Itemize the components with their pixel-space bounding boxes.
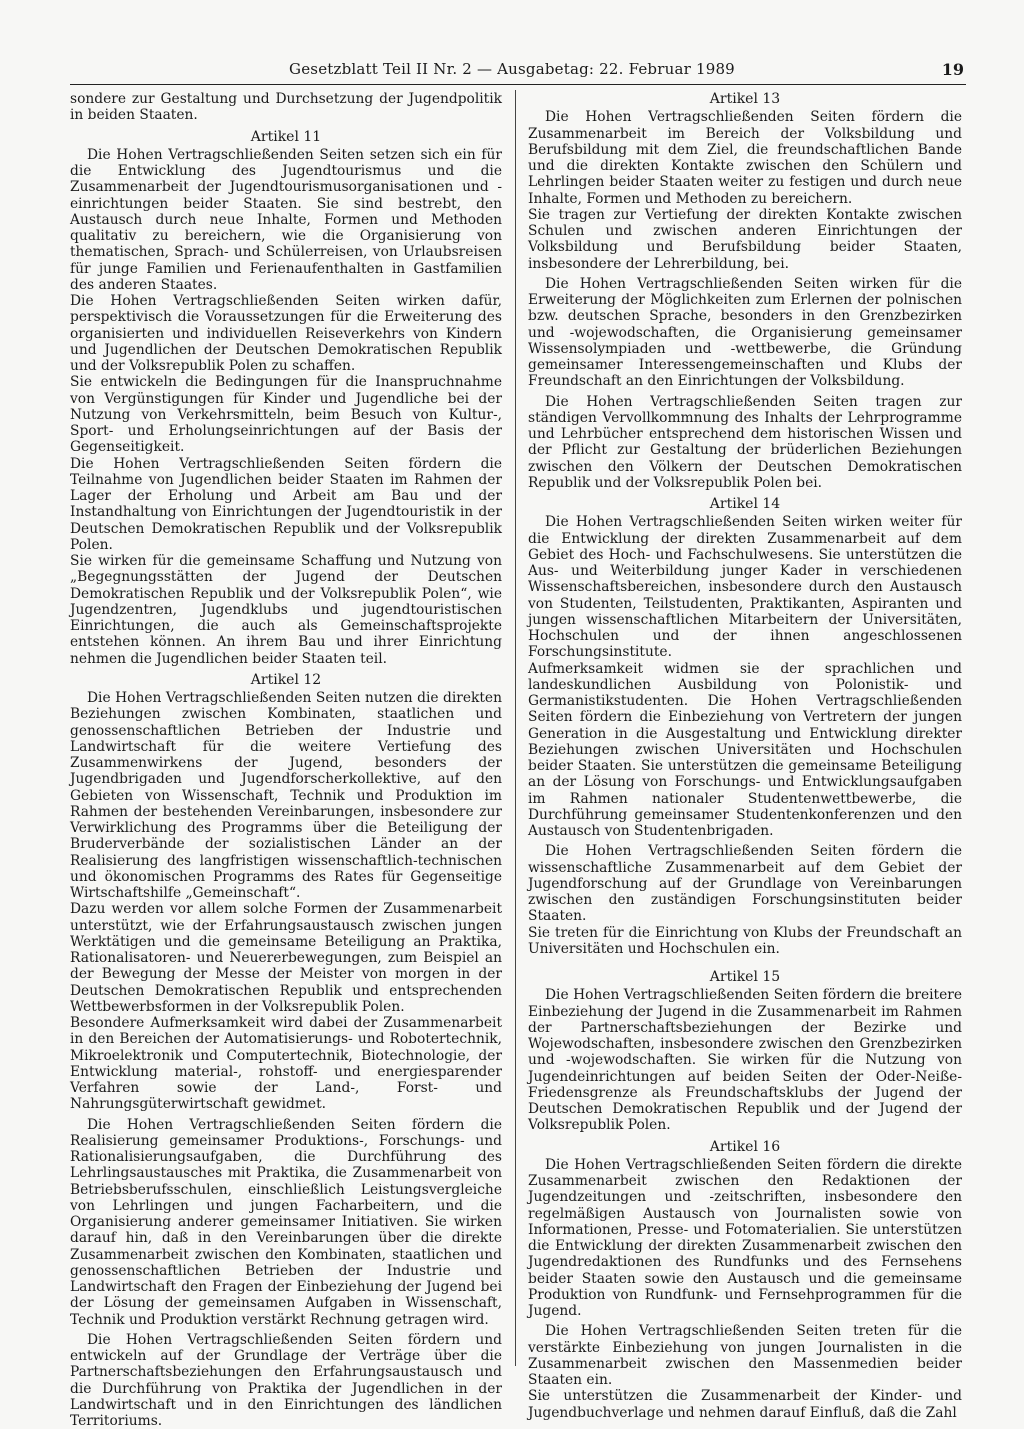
article-14-paragraph: Die Hohen Vertragschließenden Seiten fördern die wissenschaftliche Zusammenarbeit auf dem Gebiet der Jugendforschung auf der Grundlage von Vereinbarungen zwischen den zuständigen Forschungsinstituten beider Staaten.: [528, 843, 962, 925]
article-13-paragraph: Sie tragen zur Vertiefung der direkten Kontakte zwischen Schulen und zwischen anderen Einrichtungen der Volksbildung und Berufsbildung beider Staaten, insbesondere der Lehrerbildung, bei.: [528, 206, 962, 272]
article-14-heading: Artikel 14: [709, 496, 781, 512]
article-12-paragraph: Die Hohen Vertragschließenden Seiten fördern die Realisierung gemeinsamer Produktions-, Forschungs- und Rationalisierungsaufgaben, die Durchführung des Lehrlingsaustausches mit Praktika, die Zusammenarbeit von Betriebsberufsschulen, einschließlich Leistungsvergleiche von Lehrlingen und jungen Facharbeitern, und die Organisierung anderer gemeinsamer Initiativen. Sie wirken darauf hin, daß in den Vereinbarungen über die direkte Zusammenarbeit zwischen den Kombinaten, staatlichen und genossenschaftlichen Betrieben der Industrie und Landwirtschaft den Fragen der Einbeziehung der Jugend bei der Lösung der gemeinsamen Aufgaben in Wissenschaft, Technik und Produktion verstärkt Rechnung getragen wird.: [70, 1116, 502, 1328]
article-15-paragraph: Die Hohen Vertragschließenden Seiten fördern die breitere Einbeziehung der Jugend in die Zusammenarbeit im Rahmen der Partnerschaftsbeziehungen der Bezirke und Wojewodschaften, insbesondere zwischen den Grenzbezirken und -wojewodschaften. Sie wirken für die Nutzung von Jugendeinrichtungen auf beiden Seiten der Oder-Neiße-Friedensgrenze als Freundschaftsklubs der Jugend der Deutschen Demokratischen Republik und der Jugend der Volksrepublik Polen.: [528, 987, 962, 1134]
article-16-paragraph: Sie unterstützen die Zusammenarbeit der Kinder- und Jugendbuchverlage und nehmen darauf Einfluß, daß die Zahl: [528, 1388, 962, 1421]
right-column: [528, 91, 962, 1421]
header-rule: [70, 84, 966, 85]
article-16-paragraph: Die Hohen Vertragschließenden Seiten treten für die verstärkte Einbeziehung von jungen Journalisten in die Zusammenarbeit zwischen den Massenmedien beider Staaten ein.: [528, 1323, 962, 1388]
page-number: 19: [941, 60, 964, 79]
article-15-heading: Artikel 15: [709, 969, 781, 985]
article-12-paragraph: Dazu werden vor allem solche Formen der Zusammenarbeit unterstützt, wie der Erfahrungsaustausch zwischen jungen Werktätigen und die gemeinsame Beteiligung an Praktika, Rationalisatoren- und Neuererbewegungen, zum Beispiel an der Bewegung der Messe der Meister von morgen in der Deutschen Demokratischen Republik und entsprechenden Wettbewerbsformen in der Volksrepublik Polen.: [70, 901, 502, 1015]
article-14-paragraph: Aufmerksamkeit widmen sie der sprachlichen und landeskundlichen Ausbildung von Polonistik- und Germanistikstudenten. Die Hohen Vertragschließenden Seiten fördern die Einbeziehung von Vertretern der jungen Generation in die Ausgestaltung und Entwicklung direkter Beziehungen zwischen Universitäten und Hochschulen beider Staaten. Sie unterstützen die gemeinsame Beteiligung an der Lösung von Forschungs- und Entwicklungsaufgaben im Rahmen nationaler Studentenwettbewerbe, die Durchführung gemeinsamer Studentenkonferenzen und den Austausch von Studentenbrigaden.: [528, 660, 962, 839]
article-11-heading: Artikel 11: [250, 128, 322, 145]
column-divider: [515, 90, 516, 1366]
article-13-paragraph: Die Hohen Vertragschließenden Seiten tragen zur ständigen Vervollkommnung des Inhalts der Lehrprogramme und Lehrbücher entsprechend dem historischen Wissen und der Pflicht zur Gestaltung der brüderlichen Beziehungen zwischen den Völkern der Deutschen Demokratischen Republik und der Volksrepublik Polen bei.: [528, 393, 962, 491]
article-13-paragraph: Die Hohen Vertragschließenden Seiten fördern die Zusammenarbeit im Bereich der Volksbildung und Berufsbildung mit dem Ziel, die freundschaftlichen Bande und die direkten Kontakte zwischen den Schülern und Lehrlingen beider Staaten weiter zu festigen und durch neue Inhalte, Formen und Methoden zu bereichern.: [528, 109, 962, 207]
article-11-paragraph: Sie wirken für die gemeinsame Schaffung und Nutzung von „Begegnungsstätten der Jugend der Deutschen Demokratischen Republik und der Volksrepublik Polen“, wie Jugendzentren, Jugendklubs und jugendtouristischen Einrichtungen, die auch als Gemeinschaftsprojekte entstehen können. An ihrem Bau und ihrer Einrichtung nehmen die Jugendlichen beider Staaten teil.: [70, 553, 502, 667]
header-title: Gesetzblatt Teil II Nr. 2 — Ausgabetag: 22. Februar 1989: [289, 60, 735, 78]
article-13-paragraph: Die Hohen Vertragschließenden Seiten wirken für die Erweiterung der Möglichkeiten zum Erlernen der polnischen bzw. deutschen Sprache, besonders in den Grenzbezirken und -wojewodschaften, die Organisierung gemeinsamer Wissensolympiaden und -wettbewerbe, die Gründung gemeinsamer Interessengemeinschaften und Klubs der Freundschaft an den Einrichtungen der Volksbildung.: [528, 275, 962, 390]
article-11-paragraph: Die Hohen Vertragschließenden Seiten setzen sich ein für die Entwicklung des Jugendtourismus und die Zusammenarbeit der Jugendtourismusorganisationen und -einrichtungen beider Staaten. Sie sind bestrebt, den Austausch durch neue Inhalte, Formen und Methoden qualitativ zu bereichern, wie die Organisierung von thematischen, Sprach- und Schülerreisen, von Urlaubsreisen für junge Familien und Ferienaufenthalten in Gastfamilien des anderen Staates.: [70, 146, 502, 293]
article-13-heading: Artikel 13: [709, 91, 781, 107]
article-11-paragraph: Die Hohen Vertragschließenden Seiten fördern die Teilnahme von Jugendlichen beider Staaten im Rahmen der Lager der Erholung und Arbeit am Bau und der Instandhaltung von Einrichtungen der Jugendtouristik in der Deutschen Demokratischen Republik und der Volksrepublik Polen.: [70, 455, 502, 553]
continued-paragraph: sondere zur Gestaltung und Durchsetzung der Jugendpolitik in beiden Staaten.: [70, 91, 502, 124]
article-16-heading: Artikel 16: [709, 1138, 781, 1155]
article-16-paragraph: Die Hohen Vertragschließenden Seiten fördern die direkte Zusammenarbeit zwischen den Redaktionen der Jugendzeitungen und -zeitschriften, insbesondere den regelmäßigen Austausch von Journalisten sowie von Informationen, Presse- und Fotomaterialien. Sie unterstützen die Entwicklung der direkten Zusammenarbeit zwischen den Jugendredaktionen des Rundfunks und des Fernsehens beider Staaten sowie den Austausch und die gemeinsame Produktion von Rundfunk- und Fernsehprogrammen für die Jugend.: [528, 1156, 962, 1319]
article-11-paragraph: Die Hohen Vertragschließenden Seiten wirken dafür, perspektivisch die Voraussetzungen für die Erweiterung des organisierten und individuellen Reiseverkehrs von Kindern und Jugendlichen der Deutschen Demokratischen Republik und der Volksrepublik Polen zu schaffen.: [70, 293, 502, 374]
article-12-paragraph: Die Hohen Vertragschließenden Seiten fördern und entwickeln auf der Grundlage der Verträge über die Partnerschaftsbeziehungen den Erfahrungsaustausch und die Durchführung von Praktika der Jugendlichen in der Landwirtschaft und in den Einrichtungen des ländlichen Territoriums.: [70, 1331, 502, 1429]
article-12-paragraph: Besondere Aufmerksamkeit wird dabei der Zusammenarbeit in den Bereichen der Automatisierungs- und Robotertechnik, Mikroelektronik und Computertechnik, Biotechnologie, der Entwicklung material-, rohstoff- und energiesparender Verfahren sowie der Land-, Forst- und Nahrungsgüterwirtschaft gewidmet.: [70, 1015, 502, 1113]
article-14-paragraph: Sie treten für die Einrichtung von Klubs der Freundschaft an Universitäten und Hochschulen ein.: [528, 924, 962, 957]
article-14-paragraph: Die Hohen Vertragschließenden Seiten wirken weiter für die Entwicklung der direkten Zusammenarbeit auf dem Gebiet des Hoch- und Fachschulwesens. Sie unterstützen die Aus- und Weiterbildung junger Kader in verschiedenen Wissenschaftsbereichen, insbesondere durch den Austausch von Studenten, Teilstudenten, Praktikanten, Aspiranten und jungen wissenschaftlichen Mitarbeitern der Universitäten, Hochschulen und der ihnen angeschlossenen Forschungsinstitute.: [528, 514, 962, 661]
article-12-paragraph: Die Hohen Vertragschließenden Seiten nutzen die direkten Beziehungen zwischen Kombinaten, staatlichen und genossenschaftlichen Betrieben der Industrie und Landwirtschaft für die weitere Vertiefung des Zusammenwirkens der Jugend, besonders der Jugendbrigaden und Jugendforscherkollektive, auf den Gebieten von Wissenschaft, Technik und Produktion im Rahmen der bestehenden Vereinbarungen, insbesondere zur Verwirklichung des Programms über die Beteiligung der Bruderverbände der sozialistischen Länder an der Realisierung des langfristigen wissenschaftlich-technischen und ökonomischen Programms des Rates für Gegenseitige Wirtschaftshilfe „Gemeinschaft“.: [70, 690, 502, 901]
article-11-paragraph: Sie entwickeln die Bedingungen für die Inanspruchnahme von Vergünstigungen für Kinder und Jugendliche bei der Nutzung von Verkehrsmitteln, beim Besuch von Kultur-, Sport- und Erholungseinrichtungen auf der Basis der Gegenseitigkeit.: [70, 374, 502, 456]
page-header: [0, 60, 1024, 84]
article-12-heading: Artikel 12: [250, 671, 322, 688]
left-column: [70, 91, 502, 1429]
